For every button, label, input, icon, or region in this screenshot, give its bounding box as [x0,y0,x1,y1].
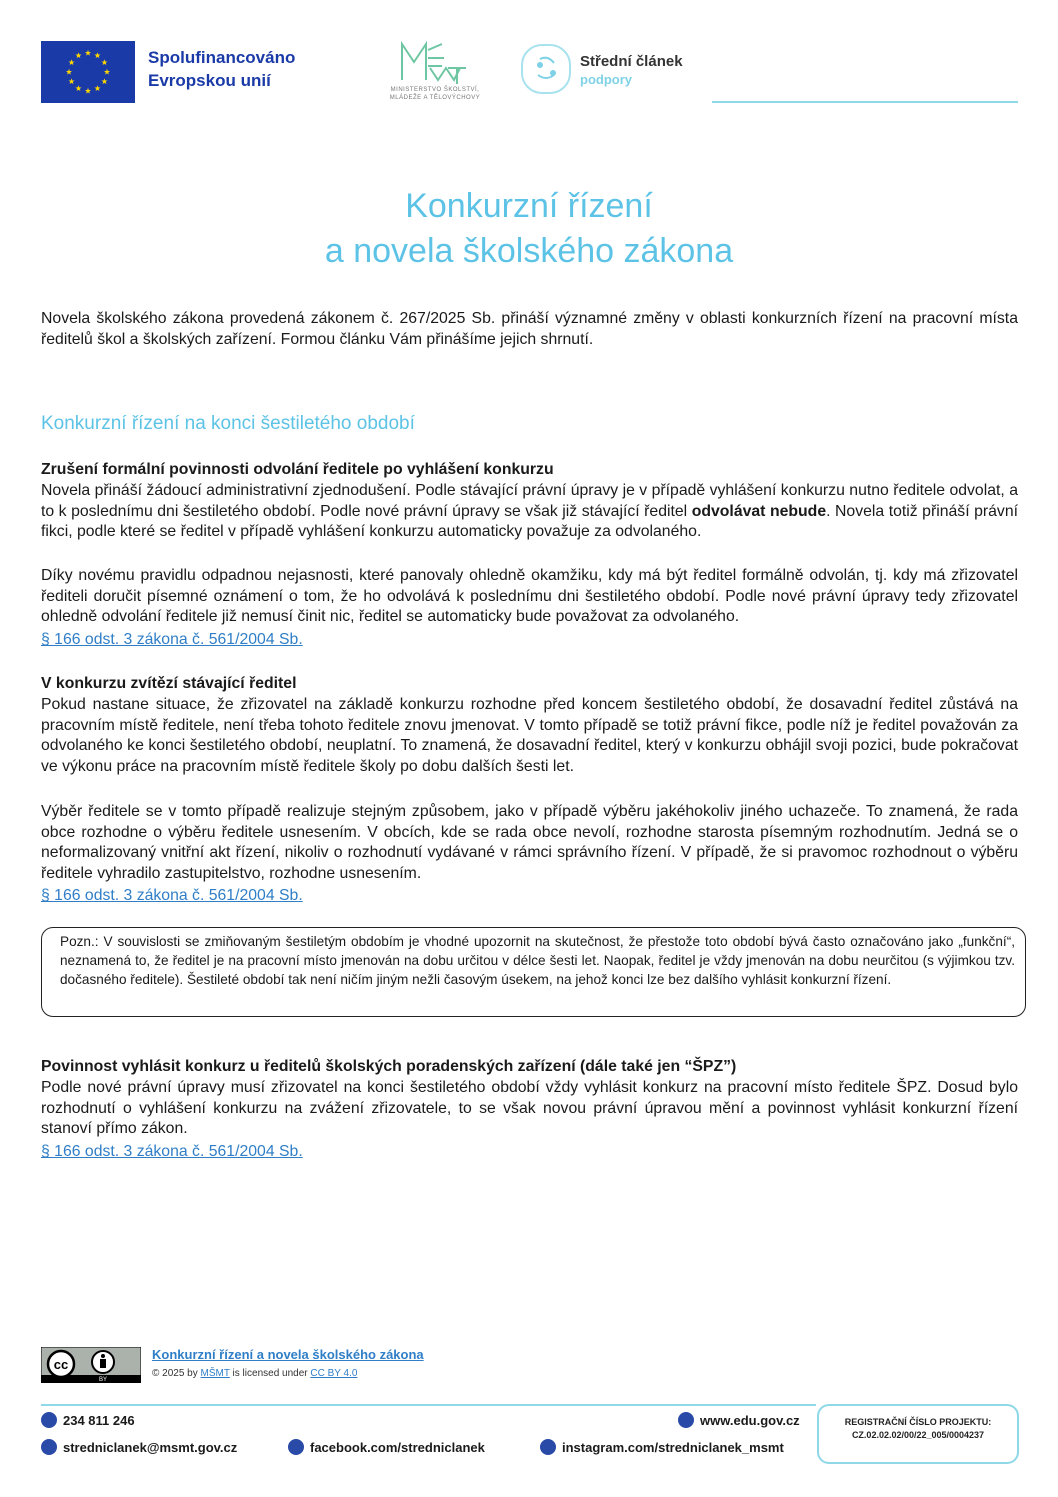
globe-icon [678,1412,694,1428]
eu-star [101,78,107,84]
cc-by-license-icon[interactable] [41,1347,141,1383]
instagram-icon [540,1439,556,1455]
subsection-3-heading: Povinnost vyhlásit konkurz u ředitelů školských poradenských zařízení (dále také jen “ŠPZ”) [41,1058,737,1075]
registration-label: REGISTRAČNÍ ČÍSLO PROJEKTU: [844,1417,992,1427]
license-line: © 2025 by MŠMT is licensed under CC BY 4.0 [152,1368,358,1379]
eu-stars-icon [41,41,135,103]
eu-star [69,78,75,84]
facebook-icon [288,1439,304,1455]
stredni-clanek-subtitle: podpory [580,72,632,87]
eu-star [66,69,72,75]
subsection-1-heading: Zrušení formální povinnosti odvolání ředitele po vyhlášení konkurzu [41,461,554,478]
eu-star [104,69,110,75]
cc-text: cc [53,1357,69,1372]
eu-star [75,85,81,91]
footer-facebook[interactable]: facebook.com/stredniclanek [288,1439,485,1455]
law-link-3[interactable]: § 166 odst. 3 zákona č. 561/2004 Sb. [41,1143,303,1160]
eu-star [94,52,100,58]
registration-box [817,1404,1019,1464]
registration-number: CZ.02.02.02/00/22_005/0004237 [851,1430,985,1440]
by-text: BY [98,1377,108,1383]
footer-instagram[interactable]: instagram.com/stredniclanek_msmt [540,1439,784,1455]
section-heading: Konkurzní řízení na konci šestiletého období [41,413,415,434]
document-title: Konkurzní řízení a novela školského zákona [324,187,734,270]
law-link-2[interactable]: § 166 odst. 3 zákona č. 561/2004 Sb. [41,887,303,904]
eu-flag-logo [41,41,135,103]
eu-star [85,88,91,94]
stredni-clanek-name: Střední článek [580,53,683,70]
eu-star [85,50,91,56]
intro-paragraph: Novela školského zákona provedená zákonem č. 267/2025 Sb. přináší významné změny v oblasti konkurzních řízení na pracovní místa ředitelů škol a školských zařízení. Formou článku Vám přinášíme jejich shrnutí. [41,310,1018,348]
footer-divider [41,1404,816,1406]
subsection-1-paragraph-2: Díky novému pravidlu odpadnou nejasnosti, které panovaly ohledně okamžiku, kdy má být ředitel formálně odvolán, tj. kdy má zřizovatel řediteli doručit písemné oznámení o tom, že ho odvolává k poslednímu dni šestiletého období. Podle nové právní úpravy tedy zřizovatel ohledně odvolání ředitele již nemusí činit nic, ředitel se automaticky bude považovat za odvolaného. [41,567,1018,625]
license-link[interactable]: CC BY 4.0 [310,1368,358,1379]
subsection-1-paragraph-1: Novela přináší žádoucí administrativní zjednodušení. Podle stávající právní úpravy je v případě vyhlášení konkurzu nutno ředitele odvolat, a to k poslednímu dni šestiletého období. Podle nové právní úpravy se však již stávající ředitel odvolávat nebude. Novela totiž přináší právní fikci, podle které se ředitel v případě vyhlášení konkurzu automaticky považuje za odvolaného. [41,482,1019,540]
footer-email[interactable]: stredniclanek@msmt.gov.cz [41,1439,237,1455]
license-title-link[interactable]: Konkurzní řízení a novela školského zákona [152,1347,424,1362]
author-link[interactable]: MŠMT [200,1368,230,1379]
footer-phone[interactable]: 234 811 246 [41,1412,135,1428]
header-divider [712,101,1018,103]
eu-cofinance-text: Spolufinancováno Evropskou unií [148,48,296,90]
msmt-caption: MINISTERSTVO ŠKOLSTVÍ, MLÁDEŽE A TĚLOVÝCHOVY [389,87,481,101]
eu-star [101,59,107,65]
phone-icon [41,1412,57,1428]
note-text: Pozn.: V souvislosti se zmiňovaným šestiletým obdobím je vhodné upozornit na skutečnost, že přestože toto období bývá často označováno jako „funkční“, neznamená to, že ředitel je na pracovní místo jmenován na dobu určitou v délce šesti let. Naopak, ředitel je vždy jmenován na dobu neurčitou (s výjimkou tzv. dočasného ředitele). Šestileté období tak není ničím jiným nežli časovým úsekem, na jehož konci lze bez dalšího vyhlásit konkurzní řízení. [60,934,1015,987]
eu-star [94,85,100,91]
note-box [41,927,1026,1017]
eu-star [75,52,81,58]
subsection-2-paragraph-2: Výběr ředitele se v tomto případě realizuje stejným způsobem, jako v případě výběru jakéhokoliv jiného uchazeče. To znamená, že rada obce rozhodne o výběru ředitele usnesením. V obcích, kde se rada obce nevolí, rozhodne starosta písemným rozhodnutím. Jedná se o neformalizovaný vnitřní akt řízení, nikoliv o rozhodnutí vydávané v rámci správního řízení. V případě, že si pravomoc rozhodnout o výběru ředitele vyhradilo zastupitelstvo, rozhodne usnesením. [41,803,1018,882]
subsection-3-paragraph-1: Podle nové právní úpravy musí zřizovatel na konci šestiletého období vždy vyhlásit konkurz na pracovní místo ředitele ŠPZ. Dosud bylo rozhodnutí o vyhlášení konkurzu na zvážení zřizovatele, to se však novou právní úpravou mění a povinnost vyhlásit konkurzní řízení stanoví přímo zákon. [41,1079,1018,1137]
law-link-1[interactable]: § 166 odst. 3 zákona č. 561/2004 Sb. [41,631,303,648]
subsection-2-heading: V konkurzu zvítězí stávající ředitel [41,675,297,692]
email-icon [41,1439,57,1455]
eu-star [69,59,75,65]
stredni-clanek-logo-icon [520,43,572,95]
footer-web[interactable]: www.edu.gov.cz [678,1412,800,1428]
subsection-2-paragraph-1: Pokud nastane situace, že zřizovatel na základě konkurzu rozhodne před koncem šestiletého období, že dosavadní ředitel zůstává na pracovním místě ředitele, není třeba tohoto ředitele znovu jmenovat. V tomto případě se totiž právní fikce, podle níž je ředitel považován za odvolaného ke konci šestiletého období, neuplatní. To znamená, že dosavadní ředitel, který v konkurzu obhájil svoji pozici, bude pokračovat ve výkonu práce na pracovním místě ředitele školy po dobu dalších šesti let. [41,696,1018,775]
